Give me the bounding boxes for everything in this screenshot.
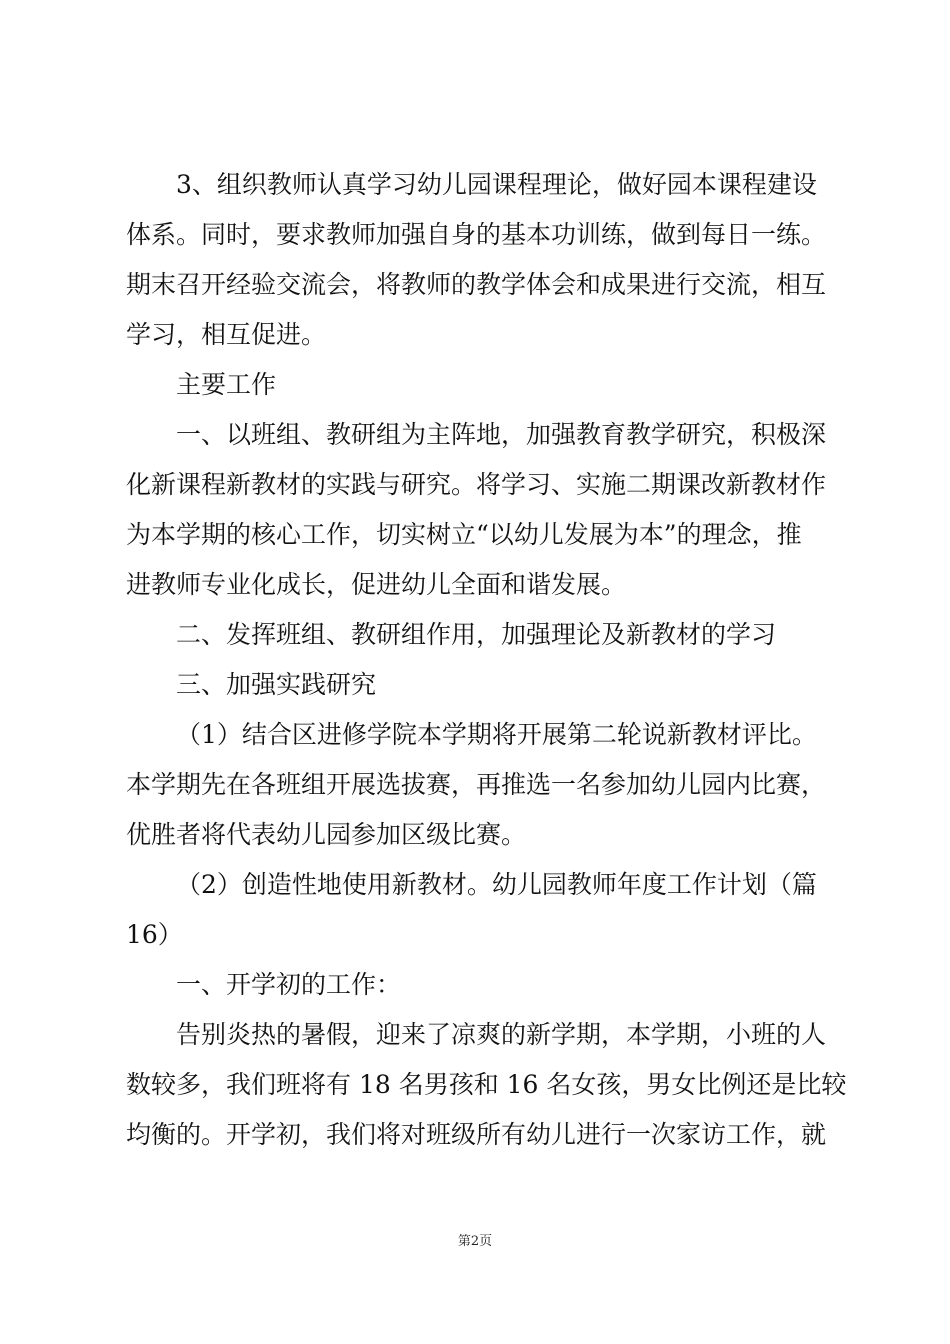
text-line: 期末召开经验交流会，将教师的教学体会和成果进行交流，相互	[126, 270, 827, 299]
text-line: 告别炎热的暑假，迎来了凉爽的新学期，本学期，小班的人	[176, 1020, 827, 1049]
text-line: 二、发挥班组、教研组作用，加强理论及新教材的学习	[176, 620, 777, 649]
page-number: 第2页	[457, 1234, 493, 1249]
section-heading: 主要工作	[176, 370, 277, 399]
text-line: 为本学期的核心工作，切实树立“以幼儿发展为本”的理念，推	[126, 520, 802, 549]
text-line: （2）创造性地使用新教材。幼儿园教师年度工作计划（篇	[176, 870, 817, 899]
text-line: 三、加强实践研究	[176, 670, 377, 699]
text-line: 进教师专业化成长，促进幼儿全面和谐发展。	[126, 570, 627, 599]
text-line: 学习，相互促进。	[126, 320, 327, 349]
text-line: 本学期先在各班组开展选拔赛，再推选一名参加幼儿园内比赛，	[126, 770, 827, 799]
text-line: 数较多，我们班将有 18 名男孩和 16 名女孩，男女比例还是比较	[126, 1070, 847, 1099]
text-line: 一、以班组、教研组为主阵地，加强教育教学研究，积极深	[176, 420, 827, 449]
text-line: 化新课程新教材的实践与研究。将学习、实施二期课改新教材作	[126, 470, 827, 499]
text-line: 16）	[126, 920, 183, 949]
text-line: 体系。同时，要求教师加强自身的基本功训练，做到每日一练。	[126, 220, 827, 249]
text-line: 3、组织教师认真学习幼儿园课程理论，做好园本课程建设	[176, 170, 817, 199]
text-line: 均衡的。开学初，我们将对班级所有幼儿进行一次家访工作，就	[126, 1120, 827, 1149]
text-line: 一、开学初的工作：	[176, 970, 402, 999]
text-line: （1）结合区进修学院本学期将开展第二轮说新教材评比。	[176, 720, 817, 749]
text-line: 优胜者将代表幼儿园参加区级比赛。	[126, 820, 527, 849]
